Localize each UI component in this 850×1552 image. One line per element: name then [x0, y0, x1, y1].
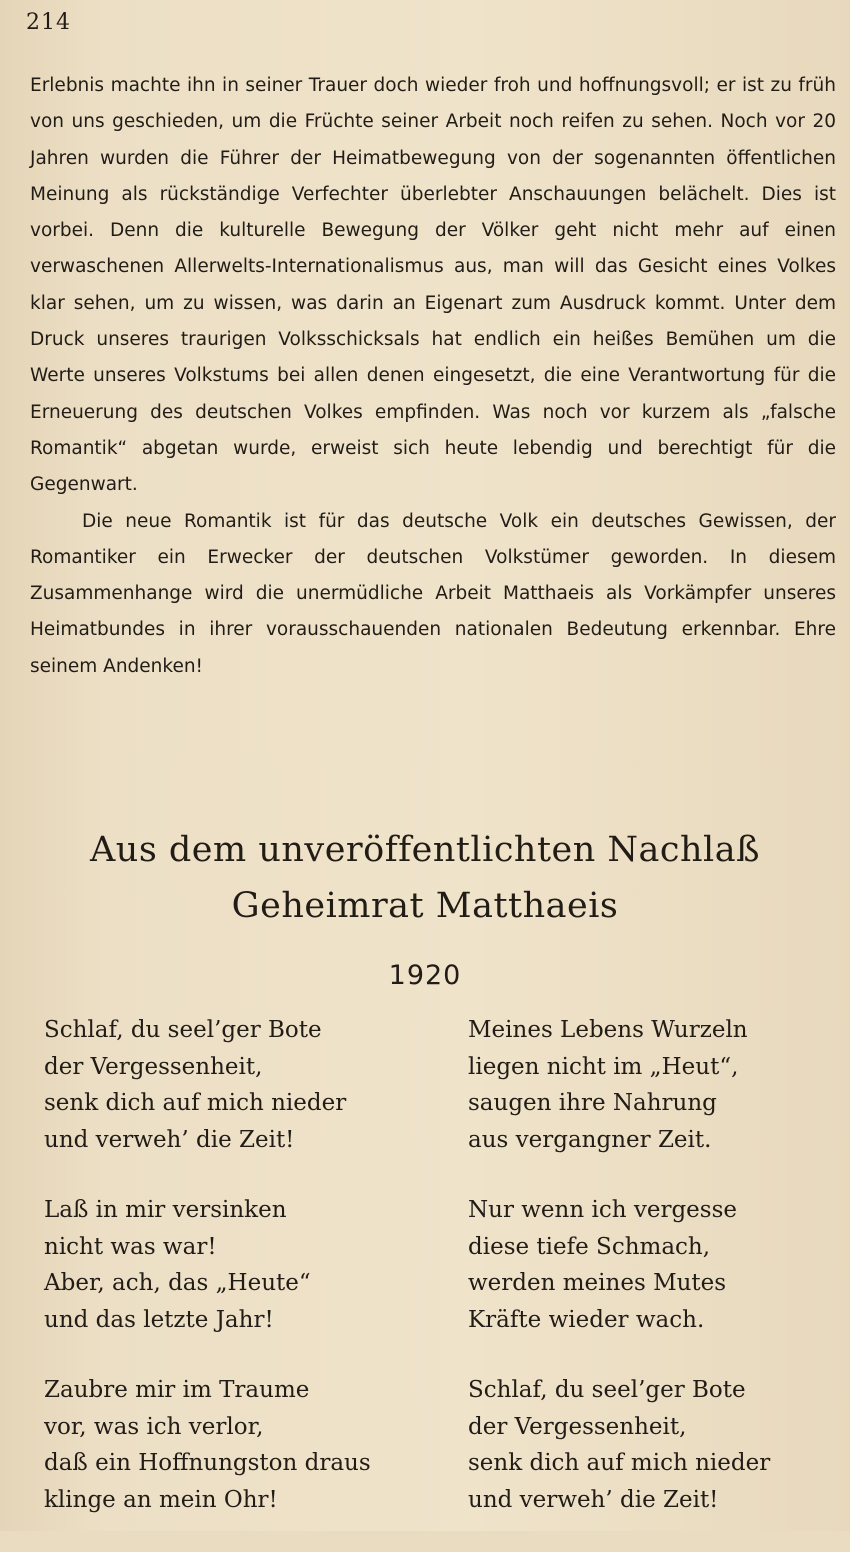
verse-line: Zaubre mir im Traume [44, 1377, 310, 1403]
verse-line: saugen ihre Nahrung [468, 1090, 717, 1116]
verse-line: Nur wenn ich vergesse [468, 1197, 737, 1223]
section-heading [0, 822, 850, 934]
stanza [468, 1012, 838, 1158]
poem-right-column [468, 1012, 838, 1552]
paragraph-1: Erlebnis machte ihn in seiner Trauer doch wieder froh und hoffnungsvoll; er ist zu früh von uns geschieden, um die Früchte seiner Arbeit noch reifen zu sehen. Noch vor 20 Jahren wurden die Führer der Heimatbewegung von der sogenannten öffentlichen Meinung als rückständige Verfechter überlebter Anschauungen belächelt. Dies ist vorbei. Denn die kulturelle Bewegung der Völker geht nicht mehr auf einen verwaschenen Allerwelts-Internationalismus aus, man will das Gesicht eines Volkes klar sehen, um zu wissen, was darin an Eigenart zum Ausdruck kommt. Unter dem Druck unseres traurigen Volksschicksals hat endlich ein heißes Bemühen um die Werte unseres Volkstums bei allen denen eingesetzt, die eine Verantwortung für die Erneuerung des deutschen Volkes empfinden. Was noch vor kurzem als „falsche Romantik“ abgetan wurde, erweist sich heute lebendig und berechtigt für die Gegenwart. [30, 75, 836, 496]
verse-line: liegen nicht im „Heut“, [468, 1053, 739, 1080]
verse-line: Aber, ach, das „Heute“ [44, 1270, 311, 1296]
verse-line: der Vergessenheit, [468, 1413, 687, 1440]
poem-left-column [44, 1012, 434, 1552]
verse-line: der Vergessenheit, [44, 1053, 263, 1080]
verse-line: Schlaf, du seel’ger Bote [44, 1017, 322, 1043]
verse-line: Schlaf, du seel’ger Bote [468, 1377, 746, 1403]
verse-line: Laß in mir versinken [44, 1197, 287, 1223]
verse-line: senk dich auf mich nieder [468, 1450, 771, 1476]
stanza [468, 1192, 838, 1338]
verse-line: vor, was ich verlor, [44, 1413, 264, 1440]
stanza [44, 1372, 434, 1518]
verse-line: diese tiefe Schmach, [468, 1233, 711, 1260]
page-number: 214 [26, 10, 71, 35]
verse-line: nicht was war! [44, 1233, 217, 1260]
stanza [468, 1372, 838, 1518]
heading-line-1: Aus dem unveröffentlichten Nachlaß [90, 830, 760, 870]
verse-line: werden meines Mutes [468, 1270, 727, 1296]
verse-line: und das letzte Jahr! [44, 1306, 274, 1333]
verse-line: daß ein Hoffnungston draus [44, 1450, 371, 1476]
verse-line: aus vergangner Zeit. [468, 1126, 712, 1153]
verse-line: senk dich auf mich nieder [44, 1090, 347, 1116]
verse-line: Meines Lebens Wurzeln [468, 1017, 748, 1043]
prose-section [30, 68, 836, 685]
verse-line: und verweh’ die Zeit! [468, 1486, 719, 1513]
poem-year: 1920 [388, 960, 462, 991]
paragraph-2: Die neue Romantik ist für das deutsche Volk ein deutsches Gewissen, der Romantiker ein Erwecker der deutschen Volkstümer geworden. In diesem Zusammenhange wird die unermüdliche Arbeit Matthaeis als Vorkämpfer unseres Heimatbundes in ihrer vorausschauenden nationalen Bedeutung erkennbar. Ehre seinem Andenken! [30, 510, 836, 677]
heading-line-2: Geheimrat Matthaeis [231, 886, 619, 926]
verse-line: Kräfte wieder wach. [468, 1306, 705, 1333]
verse-line: klinge an mein Ohr! [44, 1486, 278, 1513]
stanza [44, 1012, 434, 1158]
verse-line: und verweh’ die Zeit! [44, 1126, 295, 1153]
stanza [44, 1192, 434, 1338]
